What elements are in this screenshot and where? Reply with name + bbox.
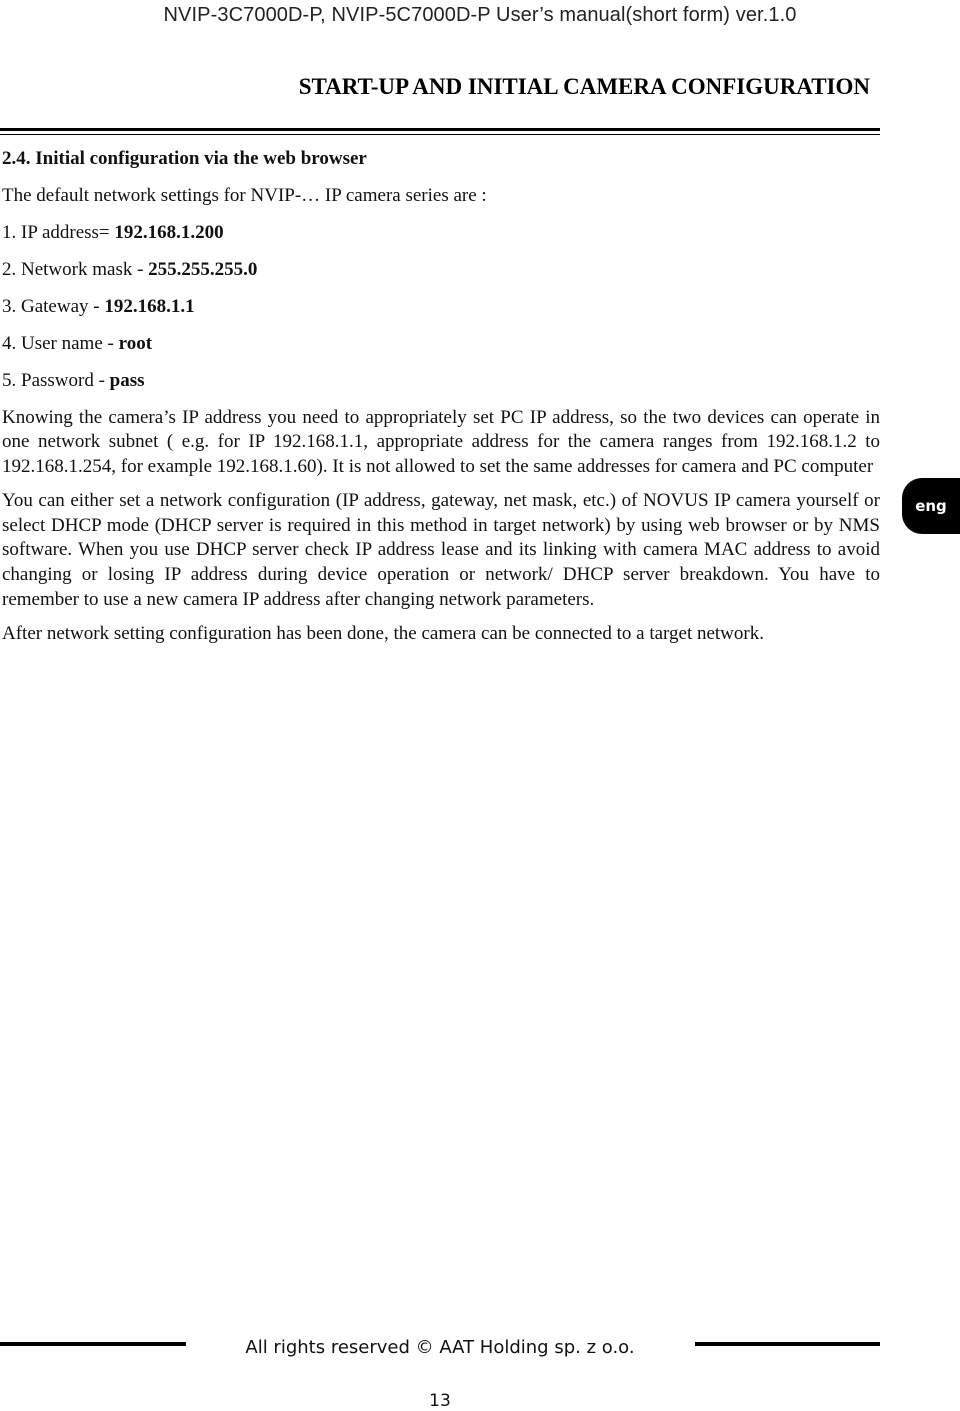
setting-label: 5. Password - [2, 369, 110, 391]
setting-gateway [2, 295, 880, 320]
setting-value: pass [109, 369, 145, 391]
page-content [2, 147, 880, 657]
setting-value: root [118, 332, 153, 354]
header-rule-thick [0, 128, 880, 131]
setting-label: 4. User name - [2, 332, 119, 354]
running-header: NVIP-3C7000D-P, NVIP-5C7000D-P User’s manual(short form) ver.1.0 [163, 4, 797, 26]
setting-value: 192.168.1.1 [104, 295, 195, 317]
section-title: START-UP AND INITIAL CAMERA CONFIGURATION [298, 74, 870, 99]
setting-label: 1. IP address= [2, 221, 115, 243]
page-number: 13 [429, 1391, 451, 1411]
paragraph-connect: After network setting configuration has been done, the camera can be connected to a target network. [2, 623, 764, 645]
setting-value: 192.168.1.200 [114, 221, 224, 243]
paragraph-subnet: Knowing the camera’s IP address you need to appropriately set PC IP address, so the two devices can operate in one network subnet ( e.g. for IP 192.168.1.1, appropriate address for the camera ranges from 192.168.1.2 to 192.168.1.254, for example 192.168.1.60). It is not allowed to set the same addresses for camera and PC computer [2, 406, 880, 477]
paragraph-dhcp: You can either set a network configuration (IP address, gateway, net mask, etc.) of NOVUS IP camera yourself or select DHCP mode (DHCP server is required in this method in target network) by using web browser or by NMS software. When you use DHCP server check IP address lease and its linking with camera MAC address to avoid changing or losing IP address during device operation or network/ DHCP server breakdown. You have to remember to use a new camera IP address after changing network parameters. [2, 490, 880, 610]
subsection-heading: 2.4. Initial configuration via the web browser [2, 148, 367, 169]
setting-user-name [2, 332, 880, 357]
intro-line: The default network settings for NVIP-… IP camera series are : [2, 184, 487, 206]
setting-label: 3. Gateway - [2, 295, 105, 317]
setting-password [2, 369, 880, 394]
setting-network-mask [2, 258, 880, 283]
footer-copyright: All rights reserved © AAT Holding sp. z o.o. [245, 1337, 635, 1358]
header-rule-thin [0, 134, 880, 135]
language-tab: eng [902, 478, 960, 534]
setting-ip-address [2, 221, 880, 246]
setting-value: 255.255.255.0 [148, 258, 258, 280]
setting-label: 2. Network mask - [2, 258, 149, 280]
